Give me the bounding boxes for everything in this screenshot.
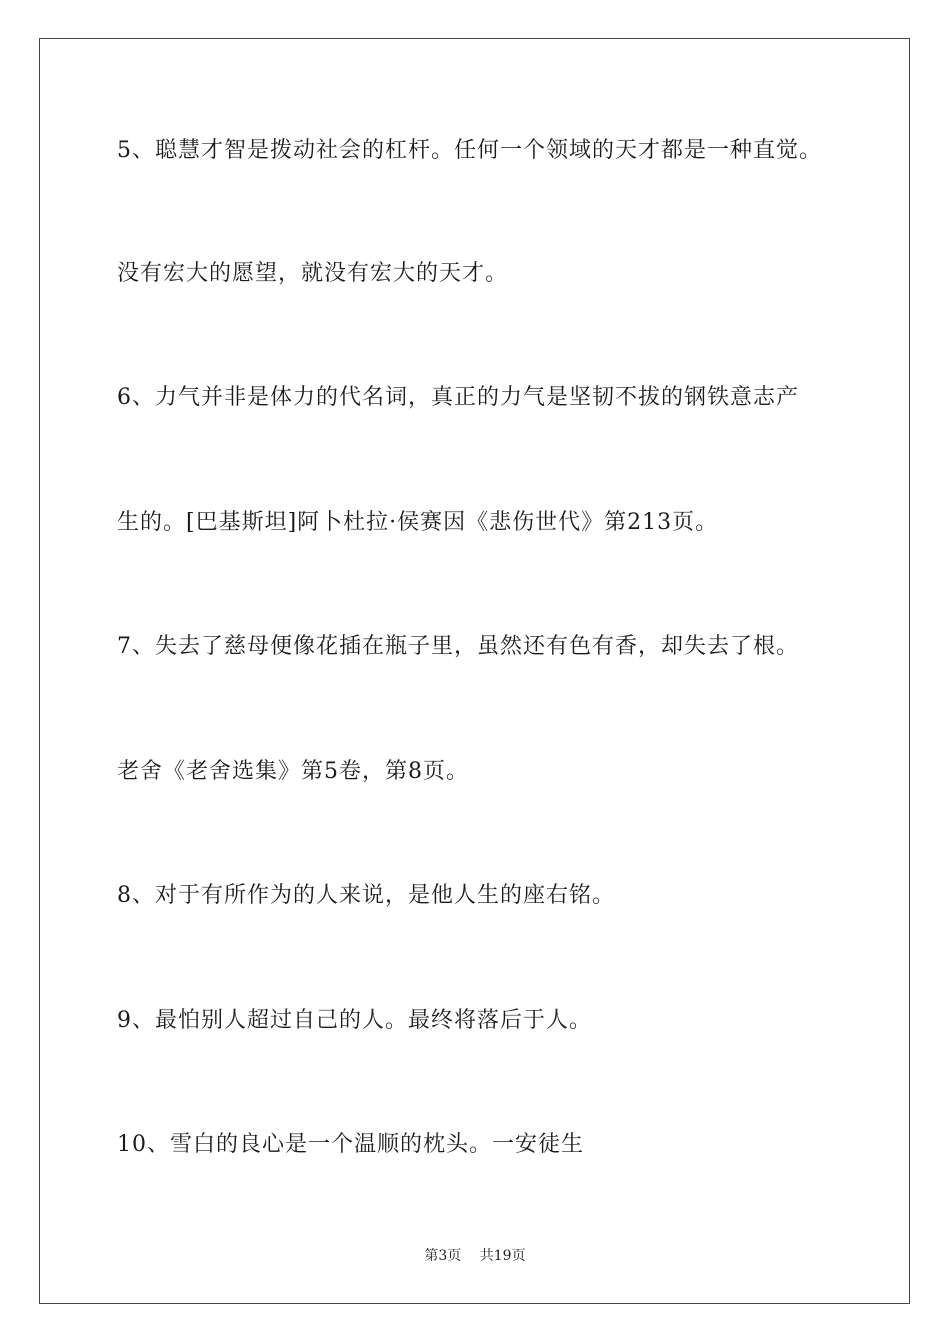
- text-line-2: 没有宏大的愿望，就没有宏大的天才。: [117, 261, 509, 286]
- page-footer: [0, 1246, 950, 1266]
- text-line-9: 10、雪白的良心是一个温顺的枕头。一安徒生: [117, 1132, 584, 1157]
- page-number: 第3页: [424, 1248, 462, 1264]
- text-line-8: 9、最怕别人超过自己的人。最终将落后于人。: [117, 1008, 592, 1033]
- text-line-7: 8、对于有所作为的人来说，是他人生的座右铭。: [117, 883, 615, 908]
- page-total: 共19页: [479, 1248, 526, 1264]
- page-frame: [39, 38, 910, 1304]
- text-line-3: 6、力气并非是体力的代名词，真正的力气是坚韧不拔的钢铁意志产: [117, 385, 799, 410]
- text-line-5: 7、失去了慈母便像花插在瓶子里，虽然还有色有香，却失去了根。: [117, 634, 799, 659]
- text-line-4: 生的。[巴基斯坦]阿卜杜拉·侯赛因《悲伤世代》第213页。: [117, 510, 719, 535]
- text-line-1: 5、聪慧才智是拨动社会的杠杆。任何一个领域的天才都是一种直觉。: [117, 138, 822, 163]
- text-line-6: 老舍《老舍选集》第5卷，第8页。: [117, 759, 469, 784]
